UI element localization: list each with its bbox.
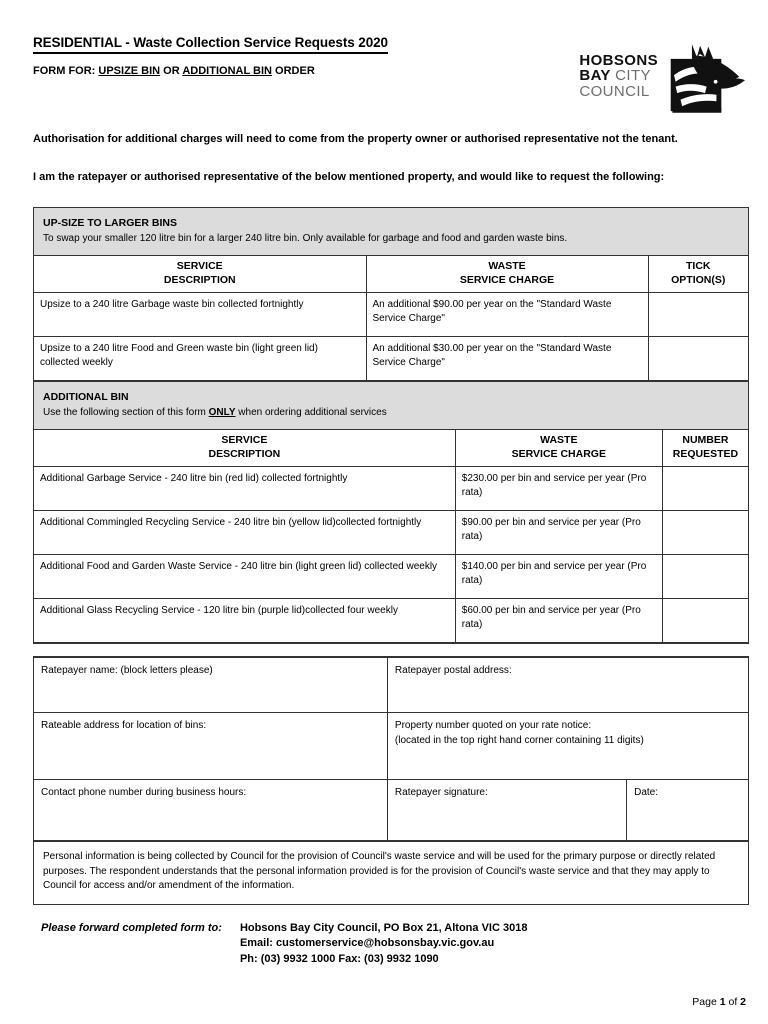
additional-row-3-charge: $60.00 per bin and service per year (Pro rata) (455, 599, 662, 643)
ratepayer-details-container (33, 656, 749, 905)
intro-section (0, 132, 768, 185)
upsize-row-0-tick-checkbox[interactable] (648, 293, 748, 337)
forward-instructions (41, 921, 748, 968)
additional-row-2-description: Additional Food and Garden Waste Service - 240 litre bin (light green lid) collected weekly (34, 555, 455, 599)
privacy-notice: Personal information is being collected by Council for the provision of Council's waste service and will be used for the primary purpose or directly related purposes. The respondent understands that the personal information provided is for the provision of Council's waste service and that they may apply to Council for access and/or amendment of the information. (34, 841, 748, 904)
page-current: 1 (719, 996, 726, 1008)
logo-line-council: COUNCIL (579, 82, 650, 100)
table-row (34, 599, 748, 643)
upsize-row-0-description: Upsize to a 240 litre Garbage waste bin collected fortnightly (34, 293, 366, 337)
additional-row-0-charge: $230.00 per bin and service per year (Pro rata) (455, 467, 662, 511)
page-joiner: of (725, 996, 741, 1008)
document-header (0, 0, 768, 100)
contact-phone-field[interactable] (34, 780, 387, 841)
upsize-col2-line2: SERVICE CHARGE (459, 273, 555, 286)
property-number-field[interactable] (387, 713, 748, 780)
logo-line-bay-city (579, 68, 658, 84)
upsize-section-band (34, 208, 748, 256)
upsize-col1-line2: DESCRIPTION (163, 273, 236, 286)
additional-row-0-description: Additional Garbage Service - 240 litre bin (red lid) collected fortnightly (34, 467, 455, 511)
additional-row-2-number-input[interactable] (662, 555, 748, 599)
council-email: Email: customerservice@hobsonsbay.vic.gov.au (239, 937, 495, 949)
page-number-footer (692, 996, 746, 1008)
intro-paragraph-request: I am the ratepayer or authorised representative of the below mentioned property, and would like to request the following: (33, 170, 665, 183)
ratepayer-name-label: Ratepayer name: (block letters please) (41, 665, 213, 676)
forward-contact-block (240, 921, 528, 968)
details-row-rateable-property (34, 713, 748, 780)
ratepayer-signature-label: Ratepayer signature: (394, 787, 488, 798)
upsize-row-1-tick-checkbox[interactable] (648, 337, 748, 381)
form-for-option-additional: ADDITIONAL BIN (182, 65, 272, 77)
additional-col1-line1: SERVICE (221, 434, 268, 446)
table-row (34, 555, 748, 599)
upsize-col3-line1: TICK (686, 260, 711, 272)
ratepayer-details-table (34, 657, 748, 841)
additional-table-header-row (34, 430, 748, 467)
additional-row-1-number-input[interactable] (662, 511, 748, 555)
form-for-option-upsize: UPSIZE BIN (98, 65, 161, 77)
form-for-prefix: FORM FOR: (33, 65, 99, 77)
intro-paragraph-authorisation: Authorisation for additional charges will need to come from the property owner or authorised representative not the tenant. (33, 133, 678, 145)
additional-band-subtitle (43, 406, 739, 420)
council-logo (579, 36, 746, 116)
upsize-band-title: UP-SIZE TO LARGER BINS (43, 217, 177, 229)
logo-line-hobsons: HOBSONS (579, 51, 658, 69)
ratepayer-name-field[interactable] (34, 658, 387, 713)
additional-row-3-number-input[interactable] (662, 599, 748, 643)
rateable-address-label: Rateable address for location of bins: (41, 720, 207, 731)
table-row (34, 467, 748, 511)
page-total: 2 (740, 996, 746, 1008)
table-row (34, 293, 748, 337)
upsize-table-header-row (34, 256, 748, 293)
additional-sub-prefix: Use the following section of this form (43, 407, 209, 418)
form-for-joiner: OR (160, 65, 183, 77)
logo-bay-word: BAY (579, 67, 616, 85)
forward-label: Please forward completed form to: (41, 921, 222, 934)
pelican-bird-logo-icon (664, 36, 746, 116)
page-prefix: Page (692, 996, 720, 1008)
logo-city-word: CITY (615, 67, 651, 85)
date-field[interactable] (627, 780, 748, 841)
additional-col-number-requested (662, 430, 748, 467)
additional-bin-table (34, 430, 748, 643)
additional-sub-only: ONLY (208, 407, 236, 418)
additional-section-band (34, 381, 748, 430)
upsize-col-waste-service-charge (366, 256, 648, 293)
additional-row-3-description: Additional Glass Recycling Service - 120 litre bin (purple lid)collected four weekly (34, 599, 455, 643)
table-row (34, 511, 748, 555)
additional-col-waste-service-charge (455, 430, 662, 467)
additional-row-0-number-input[interactable] (662, 467, 748, 511)
form-for-suffix: ORDER (271, 65, 315, 77)
upsize-col3-line2: OPTION(S) (671, 273, 726, 286)
additional-row-2-charge: $140.00 per bin and service per year (Pro rata) (455, 555, 662, 599)
date-label: Date: (634, 787, 658, 798)
upsize-col-tick-options (648, 256, 748, 293)
additional-sub-suffix: when ordering additional services (235, 407, 387, 418)
details-row-name-postal (34, 658, 748, 713)
ratepayer-postal-address-label: Ratepayer postal address: (394, 665, 512, 676)
details-row-phone-signature-date (34, 780, 748, 841)
additional-col1-line2: DESCRIPTION (208, 447, 281, 460)
additional-row-1-charge: $90.00 per bin and service per year (Pro rata) (455, 511, 662, 555)
upsize-band-subtitle: To swap your smaller 120 litre bin for a larger 240 litre bin. Only available for garbage and food and garden waste bins. (43, 233, 568, 244)
additional-col3-line1: NUMBER (682, 434, 729, 446)
ratepayer-postal-address-field[interactable] (387, 658, 748, 713)
council-logo-text (579, 53, 658, 100)
upsize-row-0-charge: An additional $90.00 per year on the "Standard Waste Service Charge" (366, 293, 648, 337)
property-number-label: Property number quoted on your rate notice: (394, 720, 592, 731)
additional-col2-line1: WASTE (540, 434, 578, 446)
rateable-address-field[interactable] (34, 713, 387, 780)
additional-col3-line2: REQUESTED (672, 447, 739, 460)
form-container (33, 207, 749, 644)
council-postal-address: Hobsons Bay City Council, PO Box 21, Altona VIC 3018 (239, 921, 528, 934)
upsize-row-1-charge: An additional $30.00 per year on the "Standard Waste Service Charge" (366, 337, 648, 381)
upsize-col-service-description (34, 256, 366, 293)
additional-band-title: ADDITIONAL BIN (43, 391, 129, 403)
contact-phone-label: Contact phone number during business hours: (41, 787, 247, 798)
upsize-row-1-description: Upsize to a 240 litre Food and Green waste bin (light green lid) collected weekly (34, 337, 366, 381)
additional-col-service-description (34, 430, 455, 467)
additional-row-1-description: Additional Commingled Recycling Service - 240 litre bin (yellow lid)collected fortnightly (34, 511, 455, 555)
table-row (34, 337, 748, 381)
upsize-col2-line1: WASTE (488, 260, 526, 272)
additional-col2-line2: SERVICE CHARGE (511, 447, 606, 460)
council-phone-fax: Ph: (03) 9932 1000 Fax: (03) 9932 1090 (239, 952, 439, 965)
property-number-hint: (located in the top right hand corner containing 11 digits) (394, 734, 644, 746)
upsize-col1-line1: SERVICE (176, 260, 223, 272)
page-title: RESIDENTIAL - Waste Collection Service Requests 2020 (33, 35, 388, 54)
ratepayer-signature-field[interactable] (387, 780, 626, 841)
upsize-table (34, 256, 748, 381)
